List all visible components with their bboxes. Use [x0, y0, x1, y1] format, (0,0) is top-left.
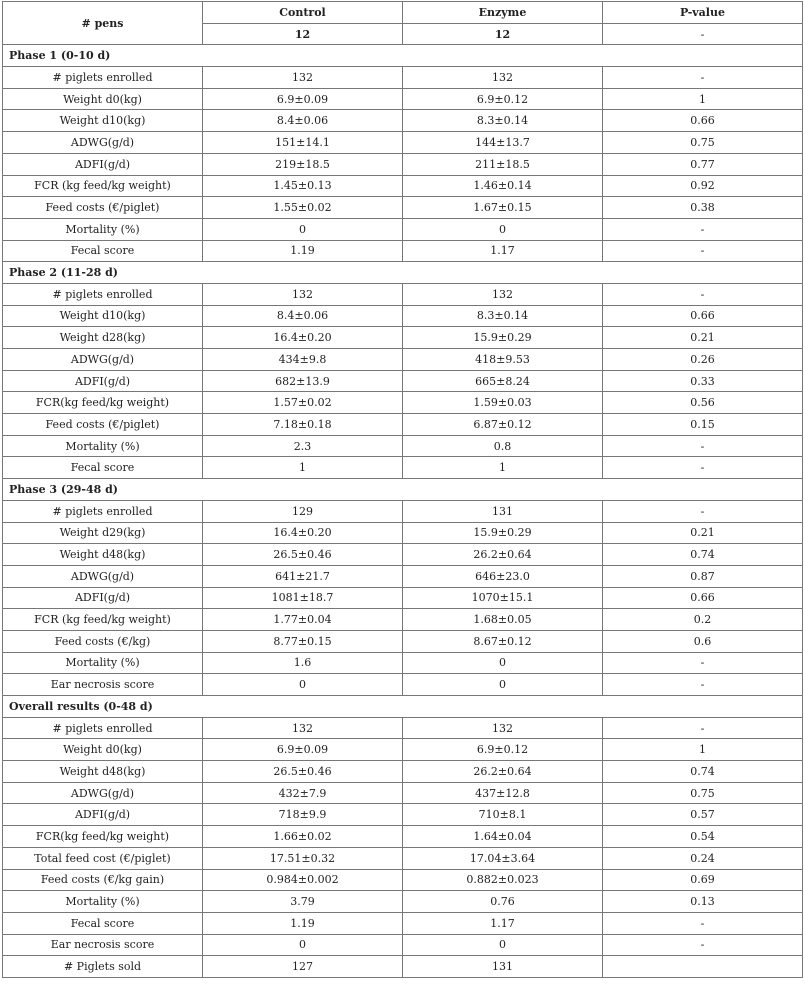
table-row — [3, 88, 803, 110]
control-value: 219±18.5 — [203, 153, 403, 175]
control-value: 1.57±0.02 — [203, 392, 403, 414]
table-row — [3, 370, 803, 392]
control-header: Control — [203, 2, 403, 24]
table-row — [3, 544, 803, 566]
table-body — [3, 45, 803, 978]
enzyme-header: Enzyme — [403, 2, 603, 24]
control-value: 7.18±0.18 — [203, 414, 403, 436]
section-header-row — [3, 696, 803, 718]
enzyme-value: 437±12.8 — [403, 782, 603, 804]
table-row — [3, 630, 803, 652]
control-value: 132 — [203, 283, 403, 305]
enzyme-value: 665±8.24 — [403, 370, 603, 392]
pvalue-value: 0.21 — [603, 522, 803, 544]
control-value: 151±14.1 — [203, 132, 403, 154]
enzyme-value: 0.76 — [403, 891, 603, 913]
pvalue-value: - — [603, 912, 803, 934]
table-row — [3, 349, 803, 371]
enzyme-value: 131 — [403, 956, 603, 978]
row-label: # piglets enrolled — [3, 67, 203, 89]
enzyme-value: 6.9±0.12 — [403, 739, 603, 761]
section-header-row — [3, 262, 803, 284]
table-row — [3, 956, 803, 978]
pvalue-value — [603, 956, 803, 978]
row-label: Weight d0(kg) — [3, 739, 203, 761]
control-value: 1.55±0.02 — [203, 197, 403, 219]
enzyme-value: 26.2±0.64 — [403, 761, 603, 783]
pvalue-value: 0.6 — [603, 630, 803, 652]
control-value: 718±9.9 — [203, 804, 403, 826]
table-row — [3, 804, 803, 826]
enzyme-value: 1.17 — [403, 240, 603, 262]
pvalue-value: 0.2 — [603, 609, 803, 631]
control-value: 682±13.9 — [203, 370, 403, 392]
table-row — [3, 392, 803, 414]
section-title: Phase 3 (29-48 d) — [3, 479, 803, 501]
row-label: Feed costs (€/piglet) — [3, 197, 203, 219]
table-row — [3, 587, 803, 609]
control-value: 26.5±0.46 — [203, 761, 403, 783]
control-value: 1.6 — [203, 652, 403, 674]
enzyme-value: 710±8.1 — [403, 804, 603, 826]
pvalue-value: 0.24 — [603, 847, 803, 869]
row-label: Total feed cost (€/piglet) — [3, 847, 203, 869]
row-label: Mortality (%) — [3, 891, 203, 913]
row-label: # Piglets sold — [3, 956, 203, 978]
row-label: # piglets enrolled — [3, 717, 203, 739]
table-row — [3, 327, 803, 349]
enzyme-value: 1.64±0.04 — [403, 826, 603, 848]
row-label: FCR (kg feed/kg weight) — [3, 175, 203, 197]
control-value: 16.4±0.20 — [203, 327, 403, 349]
pvalue-header: P-value — [603, 2, 803, 24]
pvalue-value: 0.66 — [603, 305, 803, 327]
control-value: 0 — [203, 218, 403, 240]
enzyme-value: 6.9±0.12 — [403, 88, 603, 110]
pvalue-value: 1 — [603, 739, 803, 761]
row-label: ADWG(g/d) — [3, 782, 203, 804]
table-row — [3, 934, 803, 956]
row-label: Mortality (%) — [3, 652, 203, 674]
enzyme-pens-count: 12 — [403, 23, 603, 45]
row-label: FCR (kg feed/kg weight) — [3, 609, 203, 631]
table-row — [3, 847, 803, 869]
row-label: FCR(kg feed/kg weight) — [3, 392, 203, 414]
control-value: 0 — [203, 674, 403, 696]
pvalue-value: - — [603, 218, 803, 240]
enzyme-value: 0.882±0.023 — [403, 869, 603, 891]
pvalue-value: - — [603, 674, 803, 696]
enzyme-value: 0 — [403, 652, 603, 674]
control-value: 132 — [203, 67, 403, 89]
row-label: ADFI(g/d) — [3, 370, 203, 392]
enzyme-value: 132 — [403, 67, 603, 89]
row-label: Ear necrosis score — [3, 934, 203, 956]
control-value: 432±7.9 — [203, 782, 403, 804]
pvalue-value: 0.33 — [603, 370, 803, 392]
control-value: 641±21.7 — [203, 565, 403, 587]
control-value: 1.19 — [203, 240, 403, 262]
pvalue-value: - — [603, 283, 803, 305]
row-label: ADWG(g/d) — [3, 132, 203, 154]
row-label: FCR(kg feed/kg weight) — [3, 826, 203, 848]
table-row — [3, 414, 803, 436]
control-value: 1 — [203, 457, 403, 479]
enzyme-value: 0 — [403, 218, 603, 240]
table-row — [3, 500, 803, 522]
row-label: Feed costs (€/kg gain) — [3, 869, 203, 891]
enzyme-value: 8.3±0.14 — [403, 305, 603, 327]
row-label: Weight d48(kg) — [3, 761, 203, 783]
control-value: 6.9±0.09 — [203, 739, 403, 761]
enzyme-value: 1070±15.1 — [403, 587, 603, 609]
enzyme-value: 646±23.0 — [403, 565, 603, 587]
row-label: Fecal score — [3, 240, 203, 262]
control-value: 17.51±0.32 — [203, 847, 403, 869]
enzyme-value: 144±13.7 — [403, 132, 603, 154]
row-label: # piglets enrolled — [3, 283, 203, 305]
row-label: Feed costs (€/piglet) — [3, 414, 203, 436]
table-row — [3, 153, 803, 175]
control-value: 8.77±0.15 — [203, 630, 403, 652]
enzyme-value: 1.59±0.03 — [403, 392, 603, 414]
row-label: ADWG(g/d) — [3, 565, 203, 587]
control-value: 1.19 — [203, 912, 403, 934]
control-value: 1.45±0.13 — [203, 175, 403, 197]
control-value: 129 — [203, 500, 403, 522]
pvalue-value: 0.77 — [603, 153, 803, 175]
table-row — [3, 565, 803, 587]
pvalue-value: 0.57 — [603, 804, 803, 826]
pvalue-value: 0.75 — [603, 132, 803, 154]
enzyme-value: 0.8 — [403, 435, 603, 457]
control-value: 0 — [203, 934, 403, 956]
pvalue-value: 0.74 — [603, 761, 803, 783]
row-label: ADWG(g/d) — [3, 349, 203, 371]
table-row — [3, 826, 803, 848]
table-row — [3, 110, 803, 132]
control-value: 132 — [203, 717, 403, 739]
row-label: Mortality (%) — [3, 435, 203, 457]
row-label: Weight d0(kg) — [3, 88, 203, 110]
control-value: 127 — [203, 956, 403, 978]
table-row — [3, 869, 803, 891]
section-header-row — [3, 45, 803, 67]
pens-header: # pens — [3, 2, 203, 45]
enzyme-value: 8.3±0.14 — [403, 110, 603, 132]
table-row — [3, 609, 803, 631]
enzyme-value: 131 — [403, 500, 603, 522]
row-label: Weight d10(kg) — [3, 305, 203, 327]
pvalue-value: 0.69 — [603, 869, 803, 891]
enzyme-value: 1.68±0.05 — [403, 609, 603, 631]
enzyme-value: 1.67±0.15 — [403, 197, 603, 219]
table-row — [3, 912, 803, 934]
pvalue-value: 0.74 — [603, 544, 803, 566]
section-header-row — [3, 479, 803, 501]
enzyme-value: 0 — [403, 674, 603, 696]
row-label: Feed costs (€/kg) — [3, 630, 203, 652]
enzyme-value: 1.46±0.14 — [403, 175, 603, 197]
control-value: 8.4±0.06 — [203, 305, 403, 327]
enzyme-value: 418±9.53 — [403, 349, 603, 371]
table-row — [3, 652, 803, 674]
control-value: 0.984±0.002 — [203, 869, 403, 891]
pvalue-value: - — [603, 67, 803, 89]
row-label: Weight d28(kg) — [3, 327, 203, 349]
table-row — [3, 283, 803, 305]
pvalue-value: 0.56 — [603, 392, 803, 414]
pvalue-pens: - — [603, 23, 803, 45]
section-title: Overall results (0-48 d) — [3, 696, 803, 718]
table-row — [3, 218, 803, 240]
table-row — [3, 782, 803, 804]
table-row — [3, 739, 803, 761]
row-label: Mortality (%) — [3, 218, 203, 240]
table-row — [3, 435, 803, 457]
control-value: 6.9±0.09 — [203, 88, 403, 110]
pvalue-value: 0.13 — [603, 891, 803, 913]
pvalue-value: - — [603, 435, 803, 457]
pvalue-value: 0.66 — [603, 110, 803, 132]
table-row — [3, 175, 803, 197]
table-row — [3, 717, 803, 739]
row-label: ADFI(g/d) — [3, 153, 203, 175]
enzyme-value: 8.67±0.12 — [403, 630, 603, 652]
table-row — [3, 67, 803, 89]
table-row — [3, 197, 803, 219]
enzyme-value: 211±18.5 — [403, 153, 603, 175]
pvalue-value: 0.54 — [603, 826, 803, 848]
control-value: 2.3 — [203, 435, 403, 457]
row-label: ADFI(g/d) — [3, 587, 203, 609]
pvalue-value: 0.66 — [603, 587, 803, 609]
pvalue-value: 0.21 — [603, 327, 803, 349]
section-title: Phase 1 (0-10 d) — [3, 45, 803, 67]
pvalue-value: 0.75 — [603, 782, 803, 804]
control-value: 1.66±0.02 — [203, 826, 403, 848]
enzyme-value: 1.17 — [403, 912, 603, 934]
row-label: Ear necrosis score — [3, 674, 203, 696]
pvalue-value: 0.92 — [603, 175, 803, 197]
table-row — [3, 761, 803, 783]
pvalue-value: - — [603, 717, 803, 739]
row-label: # piglets enrolled — [3, 500, 203, 522]
enzyme-value: 6.87±0.12 — [403, 414, 603, 436]
row-label: Weight d10(kg) — [3, 110, 203, 132]
section-title: Phase 2 (11-28 d) — [3, 262, 803, 284]
row-label: Weight d29(kg) — [3, 522, 203, 544]
table-row — [3, 132, 803, 154]
pvalue-value: 0.87 — [603, 565, 803, 587]
pvalue-value: - — [603, 934, 803, 956]
table-row — [3, 674, 803, 696]
control-value: 26.5±0.46 — [203, 544, 403, 566]
pvalue-value: 0.15 — [603, 414, 803, 436]
control-pens-count: 12 — [203, 23, 403, 45]
enzyme-value: 0 — [403, 934, 603, 956]
pvalue-value: - — [603, 500, 803, 522]
table-row — [3, 457, 803, 479]
table-header — [3, 2, 803, 45]
table-row — [3, 891, 803, 913]
control-value: 1081±18.7 — [203, 587, 403, 609]
pvalue-value: 0.38 — [603, 197, 803, 219]
row-label: Fecal score — [3, 457, 203, 479]
table-row — [3, 522, 803, 544]
pvalue-value: 0.26 — [603, 349, 803, 371]
pvalue-value: - — [603, 652, 803, 674]
table-row — [3, 305, 803, 327]
enzyme-value: 1 — [403, 457, 603, 479]
row-label: Weight d48(kg) — [3, 544, 203, 566]
pvalue-value: 1 — [603, 88, 803, 110]
control-value: 1.77±0.04 — [203, 609, 403, 631]
control-value: 8.4±0.06 — [203, 110, 403, 132]
enzyme-value: 132 — [403, 717, 603, 739]
table-row — [3, 240, 803, 262]
results-table — [2, 1, 803, 978]
enzyme-value: 15.9±0.29 — [403, 522, 603, 544]
control-value: 434±9.8 — [203, 349, 403, 371]
row-label: ADFI(g/d) — [3, 804, 203, 826]
row-label: Fecal score — [3, 912, 203, 934]
enzyme-value: 26.2±0.64 — [403, 544, 603, 566]
control-value: 3.79 — [203, 891, 403, 913]
pvalue-value: - — [603, 457, 803, 479]
control-value: 16.4±0.20 — [203, 522, 403, 544]
enzyme-value: 15.9±0.29 — [403, 327, 603, 349]
pvalue-value: - — [603, 240, 803, 262]
enzyme-value: 132 — [403, 283, 603, 305]
enzyme-value: 17.04±3.64 — [403, 847, 603, 869]
